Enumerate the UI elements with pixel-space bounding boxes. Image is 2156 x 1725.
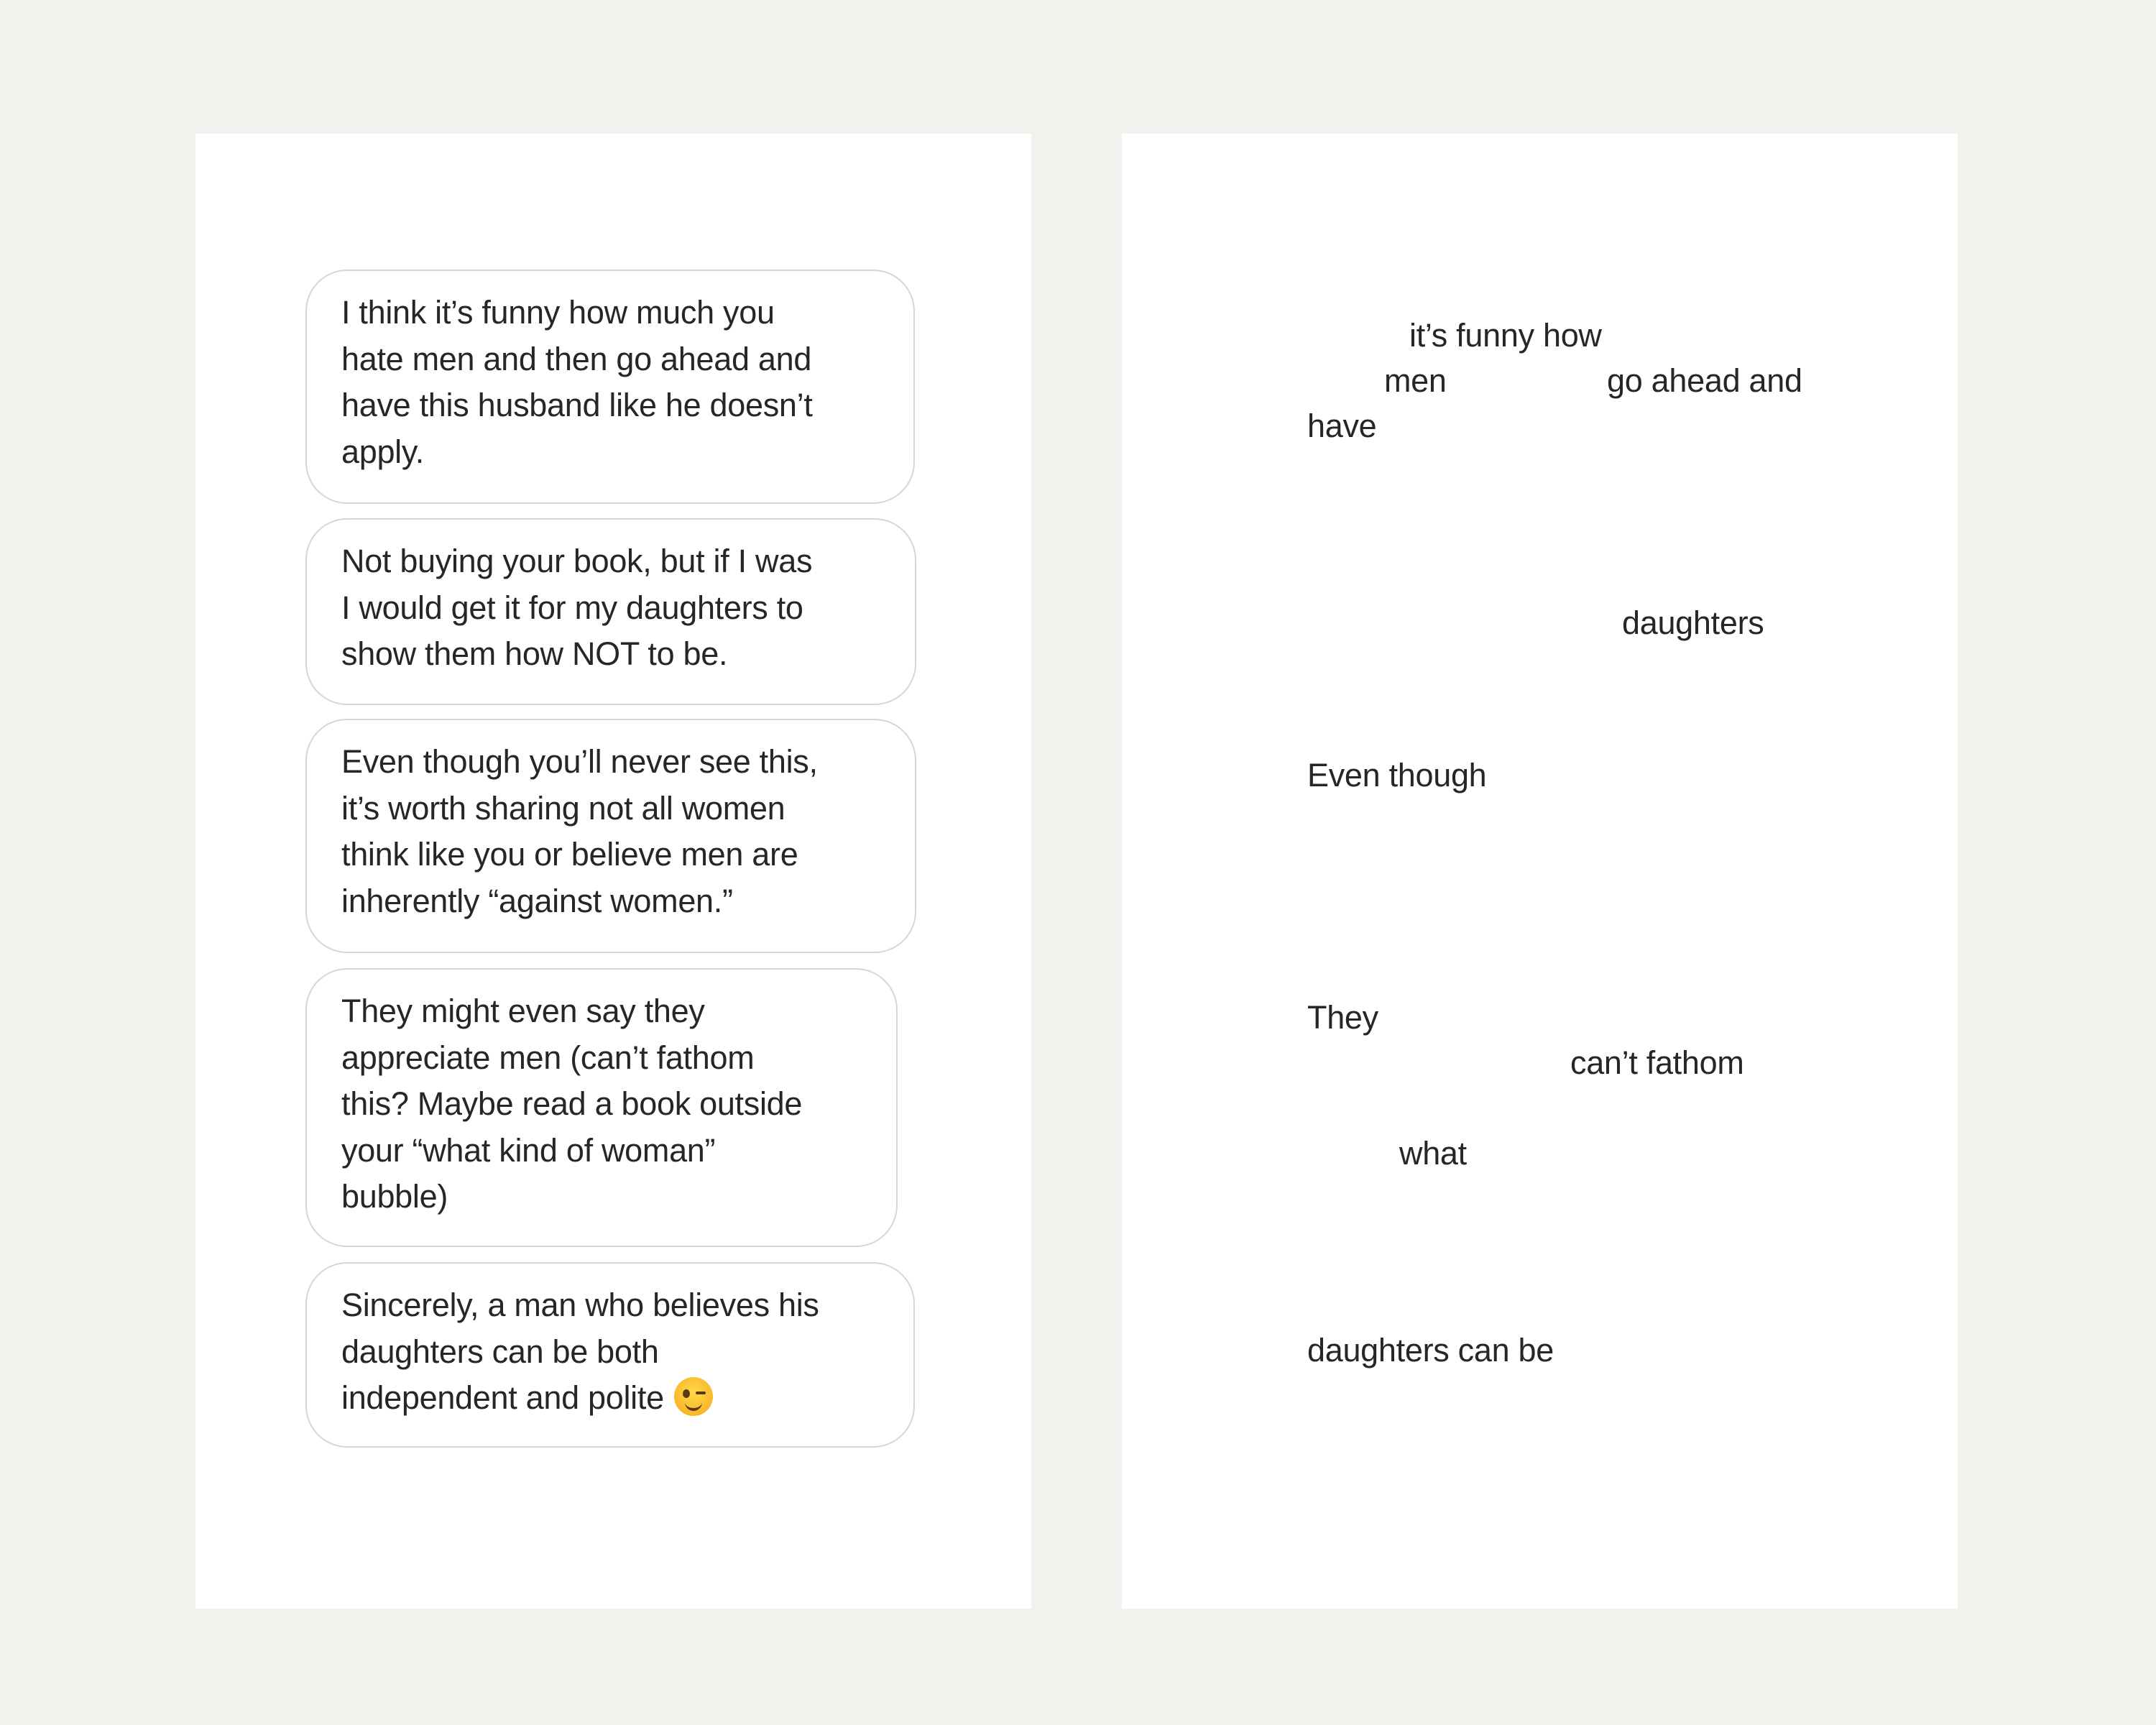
- message-line: have this husband like he doesn’t: [341, 387, 813, 423]
- winking-face-icon: [674, 1377, 713, 1416]
- message-line: it’s worth sharing not all women: [341, 789, 786, 827]
- poem-word: have: [1307, 408, 1377, 444]
- message-line: appreciate men (can’t fathom: [341, 1039, 755, 1076]
- poem-word: what: [1399, 1135, 1467, 1172]
- message-line: daughters can be both: [341, 1333, 659, 1370]
- message-line: Not buying your book, but if I was: [341, 543, 813, 579]
- message-line: Sincerely, a man who believes his: [341, 1287, 819, 1323]
- message-line: I think it’s funny how much you: [341, 294, 775, 331]
- message-bubble: [305, 719, 916, 953]
- poem-word: it’s funny how: [1409, 317, 1602, 354]
- poem-word: men: [1384, 362, 1447, 399]
- message-bubble: [305, 1262, 915, 1448]
- message-line: bubble): [341, 1178, 448, 1215]
- erasure-poem-panel: [1122, 134, 1958, 1609]
- message-line: show them how NOT to be.: [341, 635, 728, 672]
- poem-word: daughters can be: [1307, 1332, 1554, 1368]
- poem-word: go ahead and: [1607, 362, 1802, 399]
- message-line: inherently “against women.”: [341, 882, 733, 919]
- poem-word: Even though: [1307, 757, 1487, 794]
- message-line: apply.: [341, 433, 424, 470]
- poem-word: can’t fathom: [1570, 1044, 1744, 1081]
- message-line: this? Maybe read a book outside: [341, 1085, 803, 1122]
- message-line: your “what kind of woman”: [341, 1131, 716, 1169]
- poem-word: They: [1307, 999, 1378, 1036]
- message-line: think like you or believe men are: [341, 836, 798, 873]
- message-line: [341, 1375, 913, 1422]
- message-line: hate men and then go ahead and: [341, 340, 812, 377]
- message-line: They might even say they: [341, 993, 705, 1029]
- message-bubble: [305, 518, 916, 705]
- message-line: Even though you’ll never see this,: [341, 743, 818, 780]
- message-bubble: [305, 968, 898, 1247]
- message-bubble: [305, 270, 915, 504]
- poem-word: daughters: [1622, 604, 1764, 641]
- original-messages-panel: [195, 134, 1031, 1609]
- message-line: I would get it for my daughters to: [341, 589, 803, 626]
- message-line-text: independent and polite: [341, 1379, 664, 1416]
